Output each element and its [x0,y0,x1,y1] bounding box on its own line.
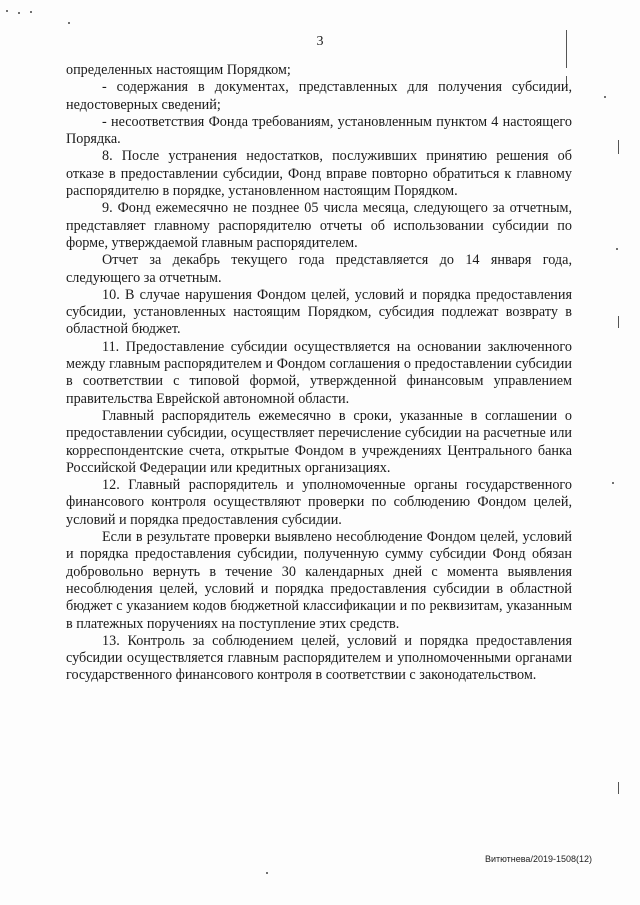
scan-artifact [68,22,70,24]
paragraph: 9. Фонд ежемесячно не позднее 05 числа месяца, следующего за отчетным, представляет главному распорядителю отчеты об использовании субсидии по форме, утверждаемой главным распорядителем. [66,200,572,251]
paragraph: Отчет за декабрь текущего года представляется до 14 января года, следующего за отчетным. [66,252,572,286]
scan-artifact [618,140,619,154]
paragraph: определенных настоящим Порядком; [66,62,291,78]
paragraph: 8. После устранения недостатков, послуживших принятию решения об отказе в предоставлении субсидии, Фонд вправе повторно обратиться к главному распорядителю в порядке, установленном настоящим Порядком. [66,148,572,200]
paragraph: 13. Контроль за соблюдением целей, условий и порядка предоставления субсидии осуществляется главным распорядителем и уполномоченными органами государственного финансового контроля в соответствии с законодательством. [66,632,572,684]
paragraph: 11. Предоставление субсидии осуществляется на основании заключенного между главным распорядителем и Фондом соглашения о предоставлении субсидии в соответствии с типовой формой, утвержденной финансовым управлением правительства Еврейской автономной области. [66,338,572,407]
paragraph: 12. Главный распорядитель и уполномоченные органы государственного финансового контроля осуществляют проверки по соблюдению Фондом целей, условий и порядка предоставления субсидии. [66,477,572,528]
scan-artifact [612,482,614,484]
scan-artifact [616,248,618,250]
paragraph: - содержания в документах, представленных для получения субсидии, недостоверных сведений; [66,79,572,113]
document-footer-id: Витютнева/2019-1508(12) [484,854,592,864]
scan-artifact [18,12,20,14]
scan-artifact [618,782,619,794]
scan-artifact [6,10,8,12]
scan-artifact [30,11,32,13]
paragraph: Если в результате проверки выявлено несоблюдение Фондом целей, условий и порядка предоставления субсидии, полученную сумму субсидии Фонд обязан добровольно вернуть в течение 30 календарных дней с момента выявления несоблюдения целей, условий и порядка предоставления субсидии в областной бюджет с указанием кодов бюджетной классификации и по реквизитам, указанным в платежных поручениях на поступление этих средств. [66,529,572,632]
paragraph: - несоответствия Фонда требованиям, установленным пунктом 4 настоящего Порядка. [66,113,572,148]
paragraph: 10. В случае нарушения Фондом целей, условий и порядка предоставления субсидии, установленных настоящим Порядком, субсидия подлежат возврату в областной бюджет. [66,286,572,338]
scan-artifact [266,872,268,874]
page-number: 3 [316,34,324,49]
document-body [66,62,572,685]
paragraph: Главный распорядитель ежемесячно в сроки, указанные в соглашении о предоставлении субсидии, осуществляет перечисление субсидии на расчетные или корреспондентские счета, открытые Фондом в учреждениях Центрального банка Российской Федерации или кредитных организациях. [66,407,572,476]
scan-artifact [604,96,606,98]
scan-artifact [618,316,619,328]
